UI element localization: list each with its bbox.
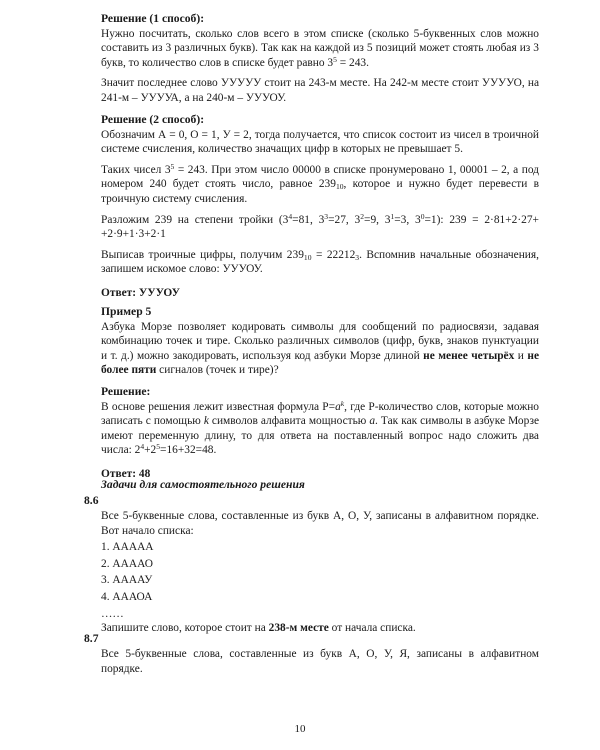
emphasis: не более пяти — [101, 349, 539, 377]
text: =3, 3 — [394, 213, 421, 226]
example-5-heading: Пример 5 — [101, 305, 152, 318]
exponent: 4 — [140, 442, 145, 452]
text: Таких чисел 3 — [101, 163, 171, 176]
text: В основе решения лежит известная формула P= — [101, 400, 336, 413]
text: символов алфавита мощностью — [208, 415, 370, 428]
variable: k — [203, 415, 209, 428]
text: Выписав троичные цифры, получим 239 — [101, 248, 304, 261]
solution-2-paragraph-2 — [101, 163, 539, 207]
task-8-6 — [101, 509, 539, 636]
example-5 — [101, 305, 539, 482]
solution-2-heading: Решение (2 способ): — [101, 113, 205, 126]
example-5-text — [101, 320, 539, 378]
text: и — [514, 349, 528, 362]
solution-2-paragraph-3 — [101, 213, 539, 242]
task-8-7-text: Все 5-буквенные слова, составленные из букв А, О, У, Я, записаны в алфавитном порядке. — [101, 648, 539, 675]
text: = 243. При этом число 00000 в списке пронумеровано 1, 00001 – 2, а под номером 240 будет стоять число, равное 239 — [101, 163, 539, 191]
list-ellipsis: …… — [101, 607, 124, 620]
example-5-solution-heading: Решение: — [101, 384, 151, 398]
text: . Вспомнив начальные обозначения, запишем искомое слово: УУУОУ. — [101, 248, 539, 276]
text: =16+32=48. — [160, 444, 217, 457]
task-8-6-number: 8.6 — [84, 494, 99, 507]
text: = 22212 — [311, 248, 356, 261]
list-item: 2. ААААО — [101, 557, 153, 570]
example-5-answer: Ответ: 48 — [101, 467, 151, 480]
list-item: 3. ААААУ — [101, 574, 153, 587]
solution-1 — [101, 12, 539, 106]
text: Разложим 239 на степени тройки (3 — [101, 213, 289, 226]
text: , которое и нужно будет перевести в троичную систему счисления. — [101, 178, 539, 205]
exponent: 3 — [324, 211, 329, 221]
variable: a — [369, 415, 376, 428]
text: Запишите слово, которое стоит на — [101, 622, 269, 635]
text: сигналов (точек и тире)? — [156, 364, 279, 377]
text: =81, 3 — [292, 213, 325, 226]
text: , где P-количество слов, которые можно записать с помощью — [101, 400, 539, 428]
text: . Так как символы в азбуке Морзе имеют переменную длину, то для ответа на поставленный вопрос надо сложить два числа: 2 — [101, 415, 540, 457]
text: Азбука Морзе позволяет кодировать символы для сообщений по радиосвязи, задавая комбинацию точек и тире. Сколько различных символов (цифр, букв, знаков пунктуации и т. д.) можно закодировать, используя код азбуки Морзе длиной — [101, 320, 539, 362]
list-item: 1. ААААА — [101, 541, 154, 554]
text: +2 — [144, 444, 157, 457]
solution-2-paragraph-4 — [101, 248, 539, 277]
exponent: 4 — [288, 211, 293, 221]
solution-2 — [101, 113, 539, 301]
exponent: 5 — [333, 54, 337, 64]
solution-1-paragraph-2: Значит последнее слово УУУУУ стоит на 243-м месте. На 242-м месте стоит УУУУО, на 241-м – УУУУА, а на 240-м – УУУОУ. — [101, 77, 539, 104]
variable: a — [335, 400, 341, 413]
text: от начала списка. — [328, 622, 416, 635]
list-item: 4. АААОА — [101, 590, 153, 603]
page-number: 10 — [294, 723, 306, 735]
exponent: 1 — [390, 211, 395, 221]
solution-2-answer: Ответ: УУУОУ — [101, 286, 180, 299]
text: Нужно посчитать, сколько слов всего в этом списке (сколько 5-буквенных слов можно составить из 3 различных букв). Так как на каждой из 5 позиций может стоять любая из 3 букв, то количество слов в списке будет равно 3 — [101, 27, 539, 69]
exponent: 2 — [360, 211, 365, 221]
task-8-6-intro: Все 5-буквенные слова, составленные из букв А, О, У, записаны в алфавитном порядке. Вот начало списка: — [101, 510, 539, 537]
emphasis: 238-м месте — [268, 622, 329, 635]
solution-2-paragraph-1: Обозначим А = 0, О = 1, У = 2, тогда получается, что список состоит из чисел в троичной системе счисления, количество значащих цифр в которых не превышает 5. — [101, 128, 539, 156]
section-title: Задачи для самостоятельного решения — [101, 478, 305, 491]
exponent: 5 — [170, 161, 175, 171]
text: =9, 3 — [364, 213, 391, 226]
exponent: 5 — [156, 442, 161, 452]
subscript: 10 — [303, 252, 312, 262]
solution-1-paragraph-1 — [101, 27, 539, 71]
subscript: 10 — [335, 182, 344, 192]
task-8-6-question — [101, 621, 539, 636]
emphasis: не менее четырёх — [423, 349, 515, 362]
text: = 243. — [336, 56, 369, 69]
task-8-7 — [101, 647, 539, 676]
exponent: 0 — [420, 211, 425, 221]
example-5-solution-text — [101, 400, 539, 458]
task-8-7-number: 8.7 — [84, 632, 99, 645]
subscript: 3 — [355, 252, 360, 262]
exponent: k — [340, 398, 345, 408]
solution-1-heading: Решение (1 способ): — [101, 12, 205, 25]
text: =1): 239 = 2·81+2·27+ +2·9+1·3+2·1 — [101, 213, 539, 241]
text: =27, 3 — [328, 213, 361, 226]
